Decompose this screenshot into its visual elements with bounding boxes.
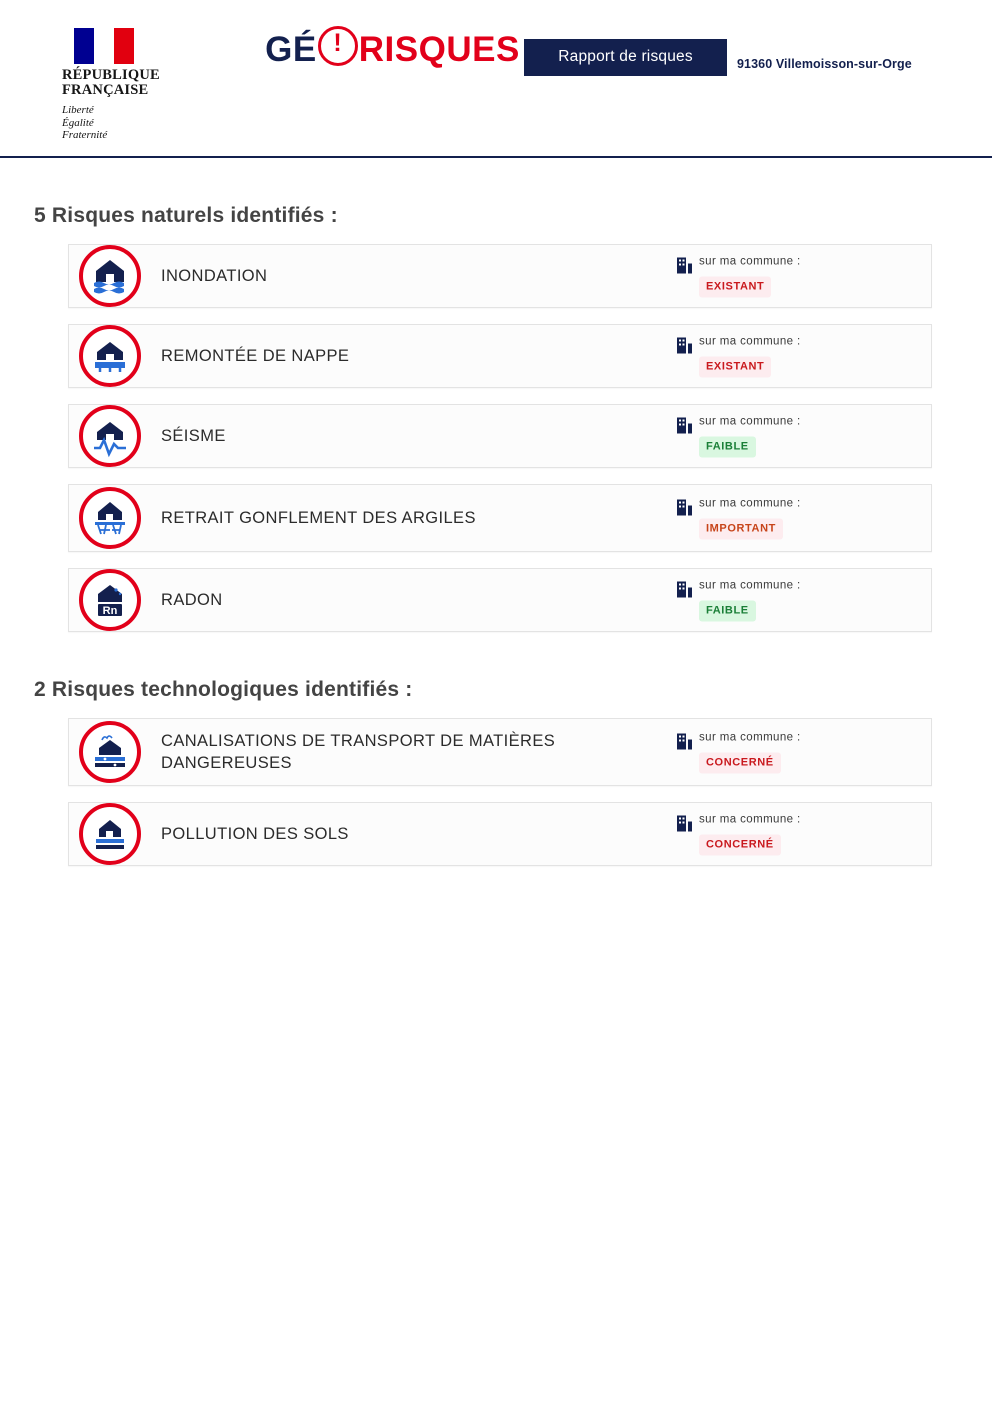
- building-icon: [677, 417, 692, 435]
- page-header: [0, 0, 992, 158]
- risk-status: [677, 335, 801, 378]
- status-caption: sur ma commune :: [699, 255, 801, 268]
- radon-icon: [79, 569, 141, 631]
- flood-house-icon: [79, 245, 141, 307]
- risk-status: [677, 813, 801, 856]
- risk-label: SÉISME: [161, 427, 226, 445]
- status-badge: FAIBLE: [699, 437, 756, 458]
- risk-row[interactable]: [68, 484, 932, 552]
- svg-text:Rn: Rn: [102, 605, 118, 617]
- risk-row[interactable]: [68, 718, 932, 786]
- risk-row[interactable]: [68, 568, 932, 632]
- brand-title: [265, 26, 520, 70]
- technological-risks-list: [68, 718, 932, 866]
- risk-status: [677, 415, 801, 458]
- risk-label: CANALISATIONS DE TRANSPORT DE MATIÈRES DANGEREUSES: [161, 732, 556, 772]
- motto-line-2: Égalité: [62, 116, 94, 129]
- status-badge: EXISTANT: [699, 277, 771, 298]
- earthquake-icon: [79, 405, 141, 467]
- brand-prefix: GÉ: [265, 30, 317, 69]
- status-caption: sur ma commune :: [699, 497, 801, 510]
- building-icon: [677, 581, 692, 599]
- building-icon: [677, 733, 692, 751]
- risk-row[interactable]: [68, 324, 932, 388]
- soil-pollution-icon: [79, 803, 141, 865]
- pipeline-hazard-icon: [79, 721, 141, 783]
- risk-row[interactable]: [68, 802, 932, 866]
- republic-motto: [62, 104, 232, 142]
- risk-label: INONDATION: [161, 267, 268, 285]
- risk-status: [677, 731, 801, 774]
- status-badge: IMPORTANT: [699, 519, 783, 540]
- risk-label: RADON: [161, 591, 223, 609]
- commune-name: 91360 Villemoisson-sur-Orge: [737, 57, 912, 71]
- building-icon: [677, 337, 692, 355]
- risk-label: RETRAIT GONFLEMENT DES ARGILES: [161, 509, 476, 527]
- risk-status: [677, 255, 801, 298]
- status-badge: CONCERNÉ: [699, 753, 781, 774]
- brand-suffix: RISQUES: [358, 30, 520, 69]
- status-caption: sur ma commune :: [699, 731, 801, 744]
- building-icon: [677, 257, 692, 275]
- status-badge: FAIBLE: [699, 601, 756, 622]
- risk-row[interactable]: [68, 404, 932, 468]
- motto-line-3: Fraternité: [62, 129, 108, 141]
- section-title-natural: 5 Risques naturels identifiés :: [34, 204, 338, 227]
- natural-risks-list: [68, 244, 932, 632]
- section-title-technological: 2 Risques technologiques identifiés :: [34, 678, 413, 701]
- risk-status: [677, 579, 801, 622]
- status-caption: sur ma commune :: [699, 335, 801, 348]
- clay-shrinkage-icon: [79, 487, 141, 549]
- status-caption: sur ma commune :: [699, 415, 801, 428]
- republic-line-1: RÉPUBLIQUE: [62, 67, 160, 83]
- status-caption: sur ma commune :: [699, 579, 801, 592]
- risk-row[interactable]: [68, 244, 932, 308]
- status-badge: CONCERNÉ: [699, 835, 781, 856]
- risk-label: REMONTÉE DE NAPPE: [161, 347, 350, 365]
- warning-circle-icon: [318, 26, 358, 66]
- status-caption: sur ma commune :: [699, 813, 801, 826]
- building-icon: [677, 499, 692, 517]
- report-content: [0, 158, 992, 866]
- report-title-button[interactable]: Rapport de risques: [524, 39, 727, 76]
- risk-label: POLLUTION DES SOLS: [161, 825, 349, 843]
- status-badge: EXISTANT: [699, 357, 771, 378]
- republic-line-2: FRANÇAISE: [62, 82, 149, 98]
- motto-line-1: Liberté: [62, 104, 94, 116]
- risk-status: [677, 497, 801, 540]
- building-icon: [677, 815, 692, 833]
- groundwater-rise-icon: [79, 325, 141, 387]
